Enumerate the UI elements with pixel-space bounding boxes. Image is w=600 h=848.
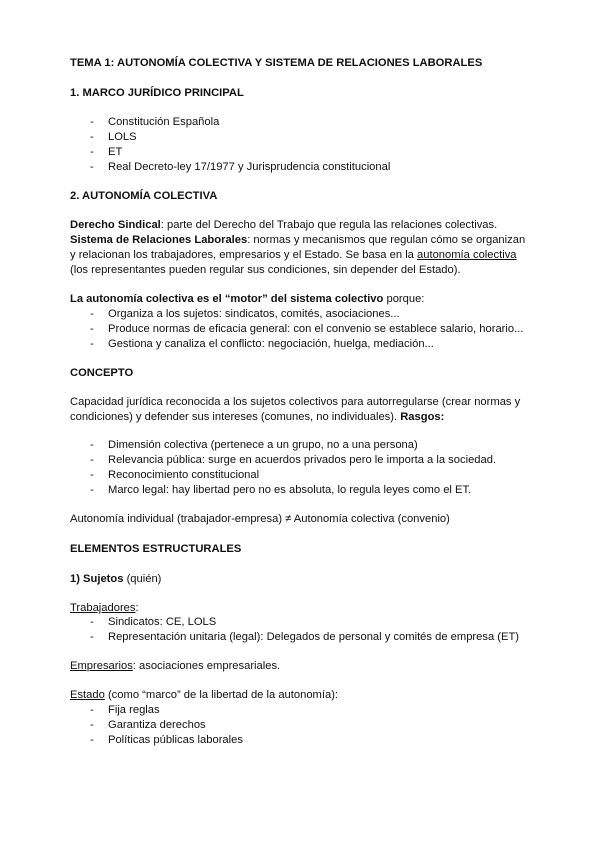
- bullet-dash: -: [90, 469, 94, 481]
- rasgos-label: Rasgos:: [400, 411, 445, 423]
- paragraph-motor: La autonomía colectiva es el “motor” del sistema colectivo porque:: [70, 293, 425, 305]
- list-item: - Garantiza derechos: [90, 719, 206, 731]
- bullet-dash: -: [90, 338, 94, 350]
- term-derecho-sindical: Derecho Sindical: [70, 219, 161, 231]
- paragraph-line: y relacionan los trabajadores, empresarios y el Estado. Se basa en la autonomía colectiva: [70, 249, 517, 261]
- underlined-term-autonomia: autonomía colectiva: [417, 249, 517, 261]
- document-title: TEMA 1: AUTONOMÍA COLECTIVA Y SISTEMA DE RELACIONES LABORALES: [70, 57, 483, 69]
- list-item: - LOLS: [90, 131, 137, 143]
- paragraph-derecho-sindical: Derecho Sindical: parte del Derecho del Trabajo que regula las relaciones colectivas.: [70, 219, 498, 231]
- list-item: - Fija reglas: [90, 704, 160, 716]
- comparison-line: Autonomía individual (trabajador-empresa) ≠ Autonomía colectiva (convenio): [70, 513, 450, 525]
- list-item: - Reconocimiento constitucional: [90, 469, 260, 481]
- list-item: - Organiza a los sujetos: sindicatos, comités, asociaciones...: [90, 308, 400, 320]
- list-item: - ET: [90, 146, 123, 158]
- bullet-dash: -: [90, 616, 94, 628]
- list-item: - Sindicatos: CE, LOLS: [90, 616, 217, 628]
- subheading-sujetos: 1) Sujetos (quién): [70, 573, 162, 585]
- bullet-dash: -: [90, 308, 94, 320]
- bullet-dash: -: [90, 704, 94, 716]
- paragraph-sistema-relaciones: Sistema de Relaciones Laborales: normas y mecanismos que regulan cómo se organizan: [70, 234, 526, 246]
- list-item: - Produce normas de eficacia general: con el convenio se establece salario, horario...: [90, 323, 524, 335]
- bullet-dash: -: [90, 484, 94, 496]
- paragraph-line: condiciones) y defender sus intereses (comunes, no individuales). Rasgos:: [70, 411, 445, 423]
- bullet-dash: -: [90, 146, 94, 158]
- list-item: - Constitución Española: [90, 116, 220, 128]
- list-item: - Relevancia pública: surge en acuerdos privados pero le importa a la sociedad.: [90, 454, 497, 466]
- list-item: - Dimensión colectiva (pertenece a un grupo, no a una persona): [90, 439, 418, 451]
- bullet-dash: -: [90, 734, 94, 746]
- label-empresarios: Empresarios: asociaciones empresariales.: [70, 660, 281, 672]
- list-item: - Real Decreto-ley 17/1977 y Jurisprudencia constitucional: [90, 161, 391, 173]
- label-trabajadores: Trabajadores:: [70, 602, 139, 614]
- bullet-dash: -: [90, 116, 94, 128]
- section-heading-autonomia: 2. AUTONOMÍA COLECTIVA: [70, 190, 218, 202]
- bullet-dash: -: [90, 131, 94, 143]
- label-estado: Estado (como “marco” de la libertad de la autonomía):: [70, 689, 339, 701]
- list-item: - Políticas públicas laborales: [90, 734, 243, 746]
- list-item: - Marco legal: hay libertad pero no es absoluta, lo regula leyes como el ET.: [90, 484, 472, 496]
- bullet-dash: -: [90, 439, 94, 451]
- list-item: - Gestiona y canaliza el conflicto: negociación, huelga, mediación...: [90, 338, 434, 350]
- list-item: - Representación unitaria (legal): Delegados de personal y comités de empresa (ET): [90, 631, 520, 643]
- term-sistema-relaciones: Sistema de Relaciones Laborales: [70, 234, 248, 246]
- section-heading-marco: 1. MARCO JURÍDICO PRINCIPAL: [70, 87, 244, 99]
- bullet-dash: -: [90, 161, 94, 173]
- bullet-dash: -: [90, 631, 94, 643]
- paragraph-line: Capacidad jurídica reconocida a los sujetos colectivos para autorregularse (crear normas y: [70, 396, 521, 408]
- bullet-dash: -: [90, 719, 94, 731]
- bullet-dash: -: [90, 323, 94, 335]
- section-heading-elementos: ELEMENTOS ESTRUCTURALES: [70, 543, 242, 555]
- paragraph-line: (los representantes pueden regular sus condiciones, sin depender del Estado).: [70, 264, 461, 276]
- motor-statement: La autonomía colectiva es el “motor” del sistema colectivo: [70, 293, 384, 305]
- section-heading-concepto: CONCEPTO: [70, 367, 134, 379]
- bullet-dash: -: [90, 454, 94, 466]
